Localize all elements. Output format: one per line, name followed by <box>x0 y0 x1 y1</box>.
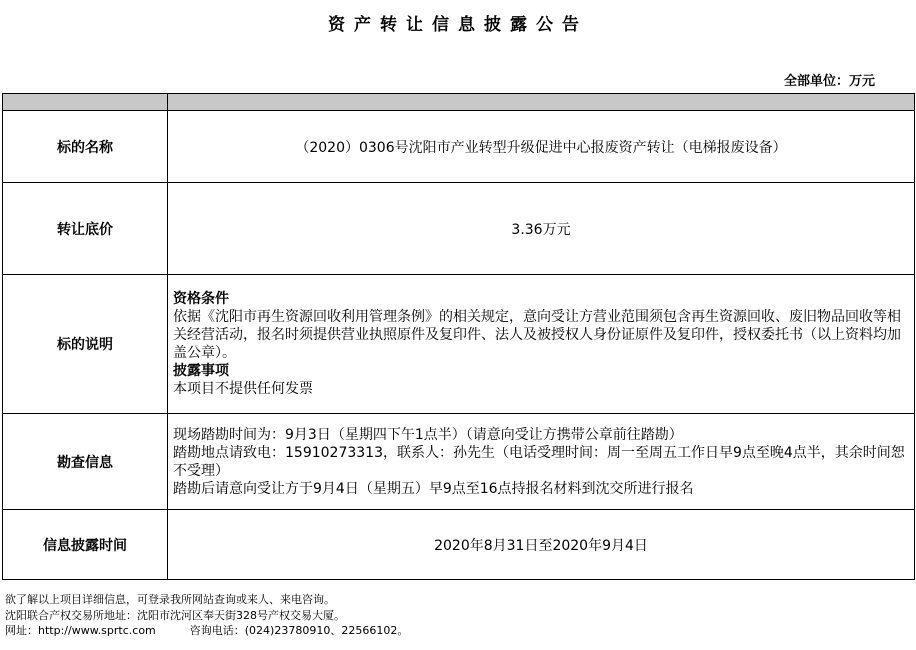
footer-line-2: 沈阳联合产权交易所地址：沈阳市沈河区奉天街328号产权交易大厦。 <box>5 608 345 622</box>
qualification-title: 资格条件 <box>173 291 229 307</box>
footer-notes <box>5 592 408 639</box>
page-title: 资产转让信息披露公告 <box>328 15 588 35</box>
survey-line-3: 踏勘后请意向受让方于9月4日（星期五）早9点至16点持报名材料到沈交所进行报名 <box>173 480 694 497</box>
survey-line-1: 现场踏勘时间为：9月3日（星期四下午1点半）（请意向受让方携带公章前往踏勘） <box>173 426 683 443</box>
row-description <box>3 275 915 414</box>
header-cell-right <box>168 94 915 111</box>
row-survey <box>3 414 915 510</box>
info-table <box>2 93 915 580</box>
value-survey <box>168 414 915 510</box>
label-price: 转让底价 <box>3 183 168 275</box>
label-survey: 勘查信息 <box>3 414 168 510</box>
survey-line-2: 踏勘地点请致电：15910273313，联系人：孙先生（电话受理时间：周一至周五工作日早9点至晚4点半，其余时间恕不受理） <box>173 444 905 479</box>
footer-line-1: 欲了解以上项目详细信息，可登录我所网站查询或来人、来电咨询。 <box>5 593 335 606</box>
header-cell-left <box>3 94 168 111</box>
value-time: 2020年8月31日至2020年9月4日 <box>168 510 915 580</box>
row-name <box>3 111 915 183</box>
label-name: 标的名称 <box>3 111 168 183</box>
row-price <box>3 183 915 275</box>
disclosure-text: 本项目不提供任何发票 <box>173 381 313 397</box>
value-price: 3.36万元 <box>168 183 915 275</box>
row-time <box>3 510 915 580</box>
table-header-row <box>3 94 915 111</box>
footer-phone: 咨询电话：(024)23780910、22566102。 <box>189 624 409 637</box>
unit-note: 全部单位：万元 <box>783 74 875 89</box>
value-description <box>168 275 915 414</box>
value-name: （2020）0306号沈阳市产业转型升级促进中心报废资产转让（电梯报废设备） <box>168 111 915 183</box>
footer-website: 网址：http://www.sprtc.com <box>5 624 156 637</box>
footer-line-3 <box>5 623 408 639</box>
label-description: 标的说明 <box>3 275 168 414</box>
qualification-text: 依据《沈阳市再生资源回收利用管理条例》的相关规定，意向受让方营业范围须包含再生资源回收、废旧物品回收等相关经营活动，报名时须提供营业执照原件及复印件、法人及被授权人身份证原件及复印件，授权委托书（以上资料均加盖公章）。 <box>173 309 901 361</box>
label-time: 信息披露时间 <box>3 510 168 580</box>
disclosure-title: 披露事项 <box>173 363 229 379</box>
